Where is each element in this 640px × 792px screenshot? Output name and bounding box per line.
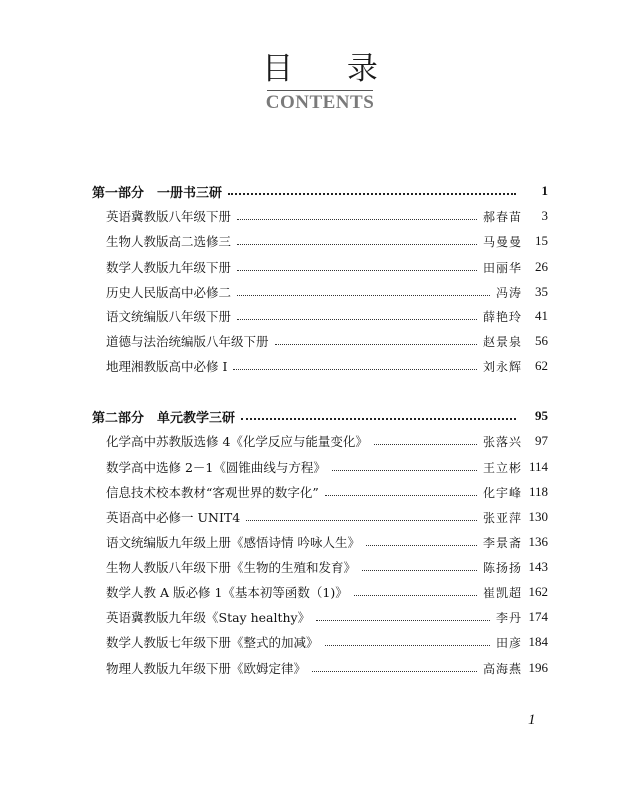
leader-dots	[275, 344, 477, 345]
entry-page: 41	[535, 308, 548, 323]
entry-page: 162	[528, 584, 548, 599]
toc-entry[interactable]	[92, 658, 548, 678]
entry-author: 张落兴	[482, 434, 522, 449]
entry-title: 语文统编版九年级上册《感悟诗情 吟咏人生》	[106, 535, 360, 550]
entry-page: 97	[535, 433, 548, 448]
title-english: CONTENTS	[265, 92, 375, 113]
leader-dots	[354, 595, 477, 596]
entry-author: 高海燕	[482, 661, 522, 676]
entry-author: 王立彬	[482, 460, 522, 475]
leader-dots	[316, 620, 490, 621]
entry-page: 130	[528, 509, 548, 524]
toc-entry[interactable]	[92, 356, 548, 376]
entry-title: 语文统编版八年级下册	[106, 309, 232, 324]
entry-title: 历史人民版高中必修二	[106, 285, 232, 300]
entry-title: 物理人教版九年级下册《欧姆定律》	[106, 661, 307, 676]
toc-entry[interactable]	[92, 557, 548, 577]
toc-entry[interactable]	[92, 482, 548, 502]
leader-dots	[325, 495, 477, 496]
entry-author: 张亚萍	[482, 510, 522, 525]
entry-title: 数学人教版七年级下册《整式的加减》	[106, 635, 319, 650]
toc-entry[interactable]	[92, 331, 548, 351]
toc-section-2[interactable]	[92, 406, 548, 426]
leader-dots	[237, 319, 477, 320]
entry-title: 数学人教版九年级下册	[106, 260, 232, 275]
leader-dots	[332, 470, 477, 471]
entry-author: 李景斋	[482, 535, 522, 550]
entry-author: 陈扬扬	[482, 560, 522, 575]
entry-title: 信息技术校本教材“客观世界的数字化”	[106, 485, 319, 500]
entry-author: 郝春苗	[482, 209, 522, 224]
toc-entry[interactable]	[92, 282, 548, 302]
leader-dots	[241, 418, 516, 420]
page-number: 1	[528, 712, 536, 728]
entry-page: 118	[528, 484, 548, 499]
entry-author: 田彦	[495, 635, 522, 650]
section-page: 95	[535, 408, 548, 423]
entry-page: 26	[535, 259, 548, 274]
entry-page: 15	[535, 233, 548, 248]
entry-title: 生物人教版高二选修三	[106, 234, 232, 249]
entry-title: 英语高中必修一 UNIT4	[106, 510, 241, 525]
toc-section-1[interactable]	[92, 181, 548, 201]
entry-title: 化学高中苏教版选修 4《化学反应与能量变化》	[106, 434, 368, 449]
toc-entry[interactable]	[92, 507, 548, 527]
toc-entry[interactable]	[92, 607, 548, 627]
entry-page: 136	[528, 534, 548, 549]
leader-dots	[237, 270, 477, 271]
leader-dots	[237, 244, 477, 245]
section-title: 第二部分 单元教学三研	[92, 410, 236, 426]
entry-page: 114	[528, 459, 548, 474]
entry-title: 数学高中选修 2－1《圆锥曲线与方程》	[106, 460, 326, 475]
entry-page: 35	[535, 284, 548, 299]
toc-entry[interactable]	[92, 582, 548, 602]
section-title: 第一部分 一册书三研	[92, 185, 223, 201]
entry-author: 化宇峰	[482, 485, 522, 500]
entry-page: 184	[528, 634, 548, 649]
entry-author: 薛艳玲	[482, 309, 522, 324]
leader-dots	[237, 219, 477, 220]
entry-author: 李丹	[495, 610, 522, 625]
leader-dots	[312, 671, 477, 672]
section-page: 1	[541, 183, 548, 198]
toc-entry[interactable]	[92, 231, 548, 251]
entry-title: 英语冀教版九年级《Stay healthy》	[106, 610, 311, 625]
leader-dots	[246, 520, 477, 521]
leader-dots	[362, 570, 477, 571]
entry-title: 英语冀教版八年级下册	[106, 209, 232, 224]
toc-entry[interactable]	[92, 457, 548, 477]
entry-page: 62	[535, 358, 548, 373]
entry-page: 174	[528, 609, 548, 624]
entry-author: 赵景泉	[482, 334, 522, 349]
entry-author: 刘永辉	[482, 359, 522, 374]
toc-entry[interactable]	[92, 532, 548, 552]
leader-dots	[366, 545, 477, 546]
entry-title: 数学人教 A 版必修 1《基本初等函数（1)》	[106, 585, 348, 600]
entry-title: 地理湘教版高中必修 I	[106, 359, 228, 374]
entry-page: 56	[535, 333, 548, 348]
page-title	[0, 52, 640, 113]
toc-entry[interactable]	[92, 257, 548, 277]
title-divider	[267, 90, 373, 91]
entry-page: 143	[528, 559, 548, 574]
entry-author: 田丽华	[482, 260, 522, 275]
toc-entry[interactable]	[92, 632, 548, 652]
toc-entry[interactable]	[92, 306, 548, 326]
entry-page: 3	[541, 208, 548, 223]
entry-author: 冯涛	[495, 285, 522, 300]
toc-entry[interactable]	[92, 431, 548, 451]
entry-author: 崔凯超	[482, 585, 522, 600]
leader-dots	[228, 193, 516, 195]
title-chinese: 目 录	[262, 51, 400, 87]
entry-page: 196	[528, 660, 548, 675]
toc-entry[interactable]	[92, 206, 548, 226]
leader-dots	[237, 295, 490, 296]
leader-dots	[325, 645, 490, 646]
entry-title: 道德与法治统编版八年级下册	[106, 334, 269, 349]
entry-author: 马曼曼	[482, 234, 522, 249]
leader-dots	[374, 444, 477, 445]
entry-title: 生物人教版八年级下册《生物的生殖和发育》	[106, 560, 357, 575]
leader-dots	[233, 369, 477, 370]
